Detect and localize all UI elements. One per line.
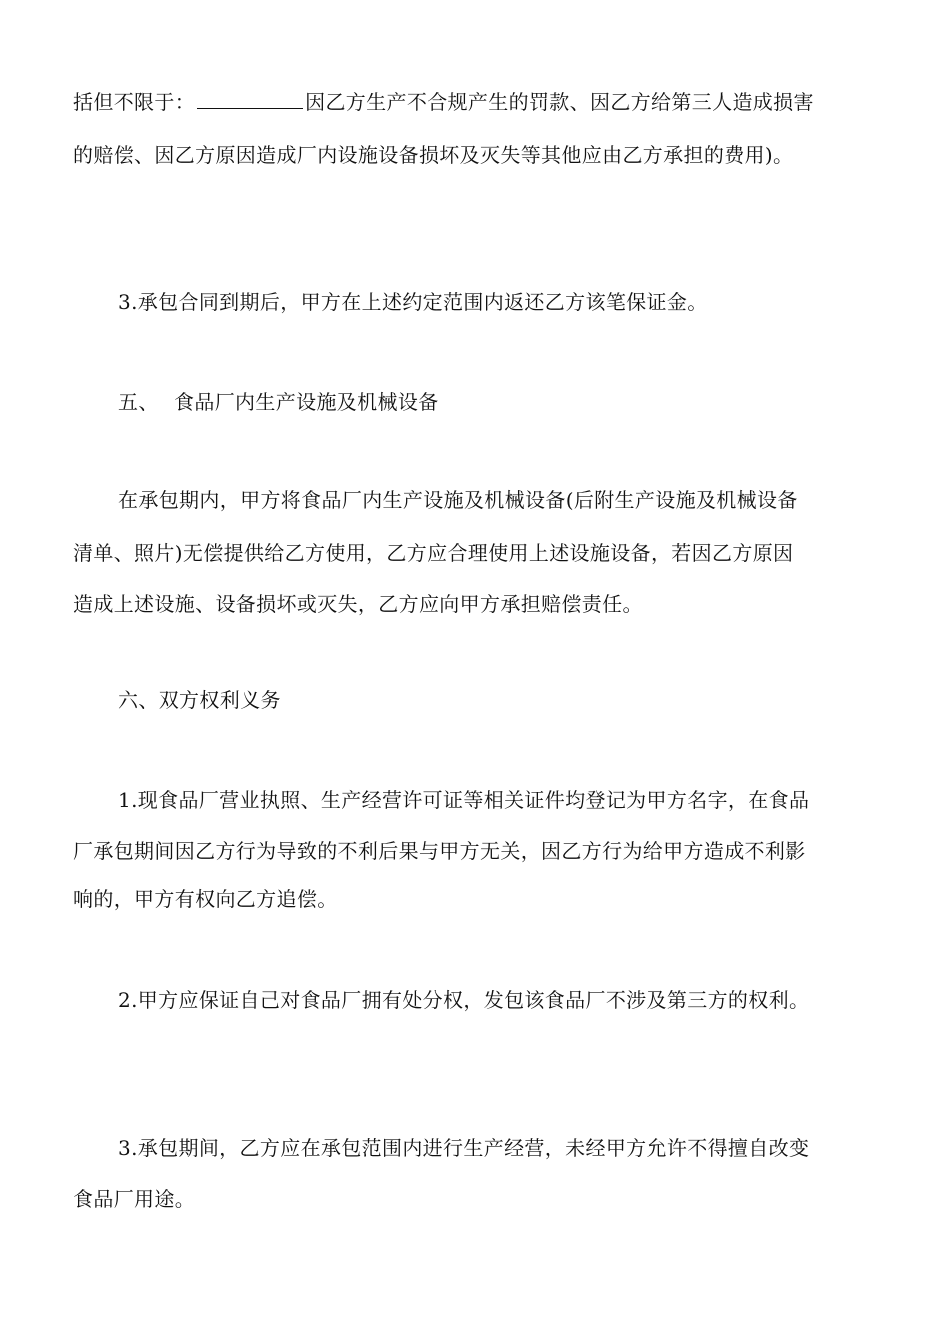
section-title: 食品厂内生产设施及机械设备 — [174, 390, 439, 414]
section-number: 五、 — [118, 390, 159, 414]
paragraph-line: 清单、照片)无偿提供给乙方使用，乙方应合理使用上述设施设备，若因乙方原因 — [73, 541, 794, 565]
text-fragment: 括但不限于： — [73, 90, 196, 114]
paragraph-line: 1.现食品厂营业执照、生产经营许可证等相关证件均登记为甲方名字，在食品 — [118, 788, 810, 812]
text-fragment: 因乙方生产不合规产生的罚款、因乙方给第三人造成损害 — [305, 90, 814, 114]
paragraph-line: 3.承包期间，乙方应在承包范围内进行生产经营，未经甲方允许不得擅自改变 — [118, 1136, 810, 1160]
paragraph-line: 造成上述设施、设备损坏或灭失，乙方应向甲方承担赔偿责任。 — [73, 592, 643, 616]
paragraph-line: 食品厂用途。 — [73, 1187, 196, 1211]
paragraph-line — [73, 89, 883, 115]
paragraph-line: 响的，甲方有权向乙方追偿。 — [73, 887, 338, 911]
paragraph-line: 厂承包期间因乙方行为导致的不利后果与甲方无关，因乙方行为给甲方造成不利影 — [73, 839, 806, 863]
section-heading: 六、双方权利义务 — [118, 688, 281, 712]
paragraph-line: 3.承包合同到期后，甲方在上述约定范围内返还乙方该笔保证金。 — [118, 290, 708, 314]
fill-in-blank — [197, 90, 303, 109]
section-heading — [118, 389, 928, 415]
paragraph-line: 的赔偿、因乙方原因造成厂内设施设备损坏及灭失等其他应由乙方承担的费用)。 — [73, 143, 794, 167]
paragraph-line: 在承包期内，甲方将食品厂内生产设施及机械设备(后附生产设施及机械设备 — [118, 488, 798, 512]
paragraph-line: 2.甲方应保证自己对食品厂拥有处分权，发包该食品厂不涉及第三方的权利。 — [118, 988, 810, 1012]
